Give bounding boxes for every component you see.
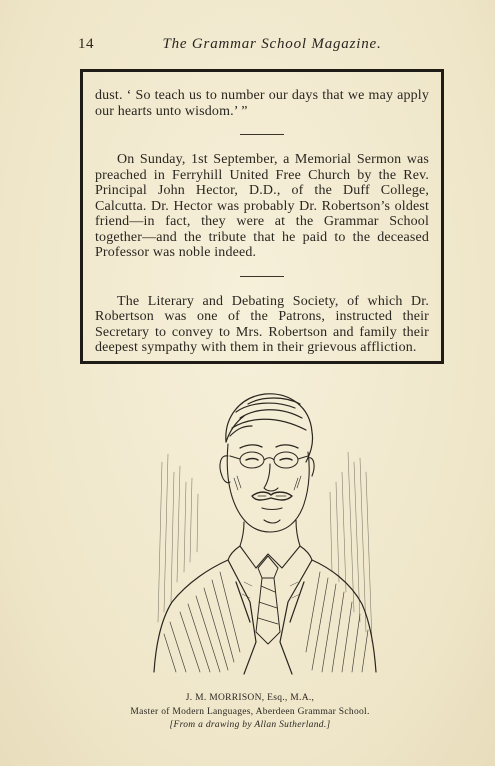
face: [220, 444, 314, 532]
page-number: 14: [78, 36, 94, 52]
necktie: [256, 556, 280, 644]
article-frame: [80, 69, 444, 364]
background-hatching: [158, 452, 372, 642]
running-title: The Grammar School Magazine.: [162, 36, 382, 52]
section-divider: [240, 134, 284, 135]
paragraph-memorial-sermon: On Sunday, 1st September, a Memorial Sermon was preached in Ferryhill United Free Church by the Rev. Principal John Hector, D.D., of the Duff College, Calcutta. Dr. Hector was probably Dr. Robertson’s oldest friend—in fact, they were at the Grammar School together—and the tribute that he paid to the deceased Professor was noble indeed.: [95, 152, 429, 260]
portrait-caption-role: Master of Modern Languages, Aberdeen Grammar School.: [130, 707, 370, 717]
running-head: [78, 36, 448, 56]
portrait-drawing: [140, 382, 385, 677]
portrait-caption-credit: [From a drawing by Allan Sutherland.]: [169, 720, 331, 730]
paragraph-debating-society: The Literary and Debating Society, of which Dr. Robertson was one of the Patrons, instructed their Secretary to convey to Mrs. Robertson and family their deepest sympathy with them in their grievous affliction.: [95, 293, 429, 355]
portrait-caption-name: J. M. MORRISON, Esq., M.A.,: [185, 693, 315, 703]
coat-shading: [164, 572, 368, 672]
hair: [226, 394, 313, 462]
article-body: [95, 88, 429, 356]
paragraph-quote-ending: dust. ‘ So teach us to number our days that we may apply our hearts unto wisdom.’ ”: [95, 88, 429, 119]
section-divider: [240, 276, 284, 277]
coat: [154, 560, 376, 674]
collar: [228, 520, 312, 568]
